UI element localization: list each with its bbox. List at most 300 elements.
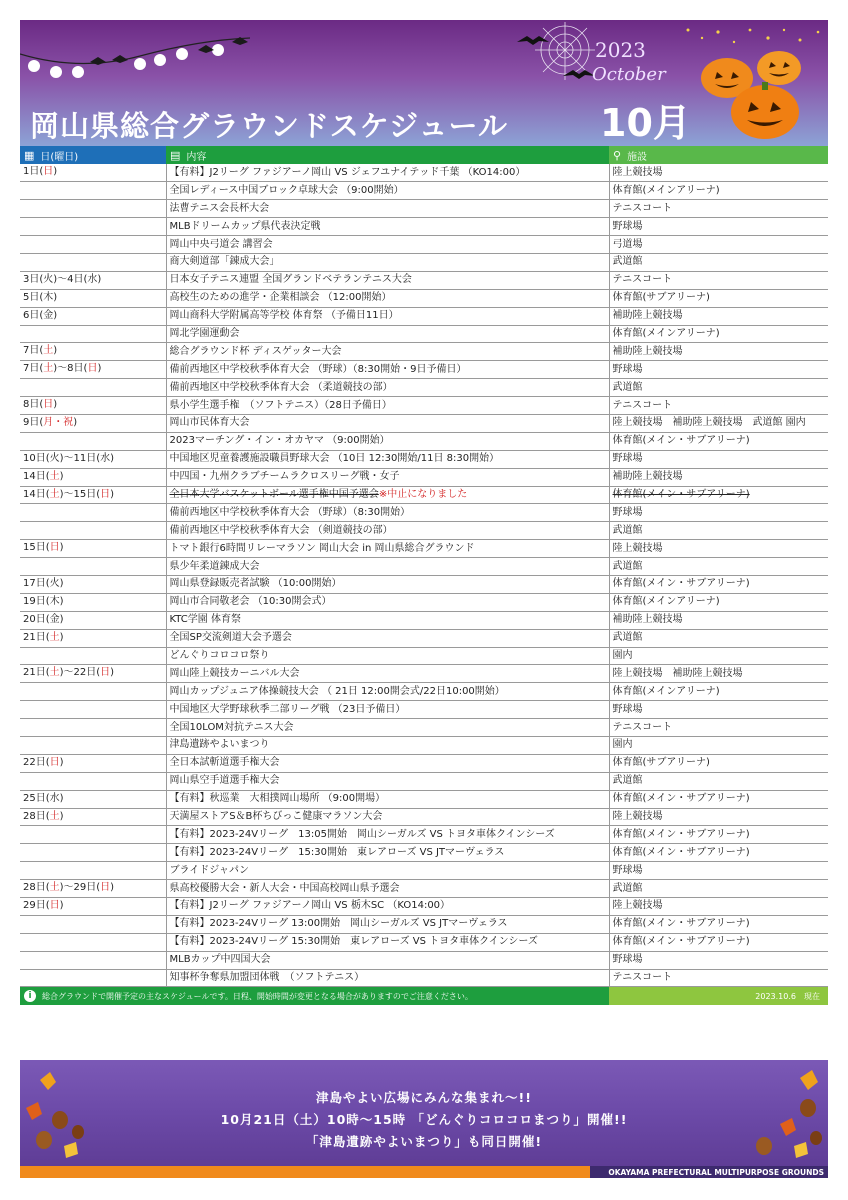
footnote-bar [20,987,828,1005]
footnote-text-area [20,987,609,1005]
event-text: 全国SP交流剣道大会予選会 [169,632,292,644]
date-text: 日 [87,363,98,375]
venue-cell [609,880,828,898]
table-row [20,826,828,844]
event-announcement-banner [20,1060,828,1166]
venue-text: 補助陸上競技場 [612,471,683,483]
date-text: 9日( [23,416,44,428]
date-text: ) [97,363,102,375]
date-cell [20,397,166,415]
date-text: 日 [49,756,60,768]
date-cell [20,611,166,629]
venue-cell [609,575,828,593]
event-cell [166,218,609,236]
event-cell [166,898,609,916]
table-row [20,808,828,826]
event-cell [166,522,609,540]
event-cell [166,808,609,826]
date-text: 10日(火)～11日(水) [23,452,115,464]
table-row [20,307,828,325]
event-text: 全国10LOM対抗テニス大会 [169,721,294,733]
date-text: ) [110,882,115,894]
event-text: どんぐりコロコロ祭り [169,649,270,661]
venue-text: 野球場 [612,506,643,518]
date-cell [20,737,166,755]
event-text: 備前西地区中学校秋季体育大会 （野球）（8:30開始） [169,506,411,518]
event-text: 岡山カップジュニア体操競技大会 （ 21日 12:00開会式/22日10:00開始） [169,685,505,697]
venue-cell [609,611,828,629]
table-row [20,772,828,790]
venue-cell [609,737,828,755]
pumpkin-decoration [695,48,828,146]
event-text: 岡山陸上競技カーニバル大会 [169,667,300,679]
venue-text: 体育館(メイン・サブアリーナ) [612,793,750,805]
event-note: ※中止になりました [378,488,468,500]
table-row [20,898,828,916]
column-header-row [20,146,828,164]
date-text: 土 [49,667,60,679]
date-cell [20,432,166,450]
date-cell [20,289,166,307]
table-row [20,325,828,343]
venue-cell [609,414,828,432]
venue-cell [609,218,828,236]
date-text: 14日( [23,488,50,500]
date-text: )～29日( [59,882,101,894]
table-row [20,361,828,379]
venue-cell [609,379,828,397]
venue-cell [609,522,828,540]
venue-text: 体育館(メイン・サブアリーナ) [612,936,750,948]
venue-cell [609,271,828,289]
event-text: 【有料】2023-24Vリーグ 13:05開始 岡山シーガルズ VS トヨタ車体クインシーズ [169,828,555,840]
table-row [20,719,828,737]
venue-cell [609,325,828,343]
venue-text: 体育館(メイン・サブアリーナ) [612,846,750,858]
venue-text: テニスコート [612,274,673,286]
event-text: 天満屋ストアS＆B杯ちびっこ健康マラソン大会 [169,811,383,822]
event-cell [166,593,609,611]
date-text: 20日(金) [23,613,64,625]
date-cell [20,504,166,522]
event-cell [166,432,609,450]
date-cell [20,772,166,790]
table-row [20,915,828,933]
year-label: 2023 [595,38,646,62]
event-text: 中国地区大学野球秋季二部リーグ戦 （23日予備日） [169,703,406,715]
venue-cell [609,754,828,772]
event-cell [166,540,609,558]
venue-cell [609,862,828,880]
venue-cell [609,164,828,182]
date-text: ) [59,810,64,822]
venue-cell [609,844,828,862]
schedule-table [20,164,828,987]
venue-text: 野球場 [612,453,643,465]
event-text: 全日本大学バスケットボール選手権中国予選会 [169,488,379,500]
footnote-text: 総合グラウンドで開催予定の主なスケジュールです。日程、開始時間が変更となる場合がありますのでご注意ください。 [42,991,473,1001]
date-text: ) [53,345,58,357]
venue-text: 体育館(メイン・サブアリーナ) [612,488,750,500]
event-text: 岡山中央弓道会 講習会 [169,238,273,250]
event-cell [166,307,609,325]
event-text: 中国地区児童養護施設職員野球大会 （10日 12:30開始/11日 8:30開始） [169,453,500,465]
date-cell [20,719,166,737]
table-row [20,862,828,880]
date-text: 5日(木) [23,291,58,303]
venue-text: 野球場 [612,363,643,375]
date-cell [20,271,166,289]
venue-cell [609,182,828,200]
event-text: ブライドジャパン [169,864,249,876]
date-cell [20,540,166,558]
venue-cell [609,486,828,504]
event-cell [166,575,609,593]
venue-text: 野球場 [612,220,643,232]
date-text: 17日(火) [23,577,64,589]
venue-text: テニスコート [612,721,673,733]
date-cell [20,683,166,701]
date-text: 日 [100,667,111,679]
event-cell [166,915,609,933]
event-text: 商大剣道部「錬成大会」 [169,256,280,268]
venue-text: 体育館(メインアリーナ) [612,327,720,339]
date-cell [20,754,166,772]
event-text: 中四国・九州クラブチームラクロスリーグ戦・女子 [169,471,400,483]
date-cell [20,200,166,218]
table-row [20,450,828,468]
date-text: )～8日( [53,363,88,375]
date-cell [20,164,166,182]
event-text: 全国レディース中国ブロック卓球大会 （9:00開始） [169,184,404,196]
date-cell [20,898,166,916]
event-text: 【有料】J2リーグ ファジアーノ岡山 VS 栃木SC （KO14:00） [169,900,451,912]
event-text: 岡山市民体育大会 [169,417,250,429]
event-text: 県少年柔道錬成大会 [169,560,260,572]
event-text: 【有料】2023-24Vリーグ 13:00開始 岡山シーガルズ VS JTマーヴェラス [169,918,508,930]
month-english-label: October [592,64,666,85]
page-title: 岡山県総合グラウンドスケジュール [30,109,508,143]
event-cell [166,504,609,522]
venue-cell [609,933,828,951]
event-cell [166,271,609,289]
event-cell [166,701,609,719]
table-row [20,271,828,289]
venue-text: 武道館 [612,632,643,644]
venue-text: テニスコート [612,399,673,411]
table-row [20,504,828,522]
event-text: MLBカップ中四国大会 [169,954,271,966]
date-cell [20,218,166,236]
event-cell [166,719,609,737]
table-row [20,253,828,271]
date-text: 3日(火)～4日(水) [23,273,102,285]
date-text: 月・祝 [43,416,74,428]
date-text: 1日( [23,166,44,177]
date-text: 土 [43,345,54,357]
header-banner [20,20,828,146]
event-text: 備前西地区中学校秋季体育大会 （剣道競技の部） [169,524,393,536]
venue-column-label: 施設 [627,151,648,163]
date-cell [20,862,166,880]
info-icon: i [24,990,36,1002]
event-cell [166,969,609,987]
date-cell [20,665,166,683]
event-cell [166,790,609,808]
table-row [20,951,828,969]
event-cell [166,844,609,862]
event-column-header [166,146,609,164]
banner-line-2: 10月21日（土）10時～15時 「どんぐりコロコロまつり」開催!! [220,1112,628,1127]
date-text: 7日( [23,363,44,375]
date-text: 土 [49,488,60,500]
table-row [20,164,828,182]
event-cell [166,182,609,200]
banner-line-1: 津島やよい広場にみんな集まれ～!! [316,1090,532,1105]
table-row [20,343,828,361]
date-text: 土 [49,470,60,482]
date-cell [20,701,166,719]
date-cell [20,844,166,862]
venue-text: 体育館(サブアリーナ) [612,757,710,769]
event-text: 岡山県登録販売者試験 （10:00開始） [169,578,342,590]
venue-cell [609,951,828,969]
date-cell [20,969,166,987]
event-cell [166,737,609,755]
date-cell [20,325,166,343]
venue-text: 体育館(メインアリーナ) [612,184,720,196]
event-text: 日本女子テニス連盟 全国グランドベテランテニス大会 [169,274,412,286]
venue-text: 体育館(メインアリーナ) [612,596,720,608]
venue-column-header [609,146,828,164]
date-cell [20,826,166,844]
date-text: 6日(金) [23,309,58,321]
venue-text: 体育館(メイン・サブアリーナ) [612,828,750,840]
date-text: ) [59,900,64,912]
date-text: 21日( [23,631,50,643]
table-row [20,701,828,719]
event-text: 全日本試斬道選手権大会 [169,757,280,769]
venue-cell [609,558,828,576]
venue-cell [609,665,828,683]
date-cell [20,951,166,969]
event-cell [166,486,609,504]
date-cell [20,933,166,951]
venue-cell [609,790,828,808]
event-cell [166,450,609,468]
venue-cell [609,397,828,415]
venue-text: 野球場 [612,954,643,966]
date-cell [20,450,166,468]
table-row [20,522,828,540]
event-cell [166,951,609,969]
footer-bar [20,1166,828,1178]
date-cell [20,880,166,898]
table-row [20,236,828,254]
venue-cell [609,307,828,325]
date-cell [20,575,166,593]
date-text: 14日( [23,470,50,482]
footer-brand: OKAYAMA PREFECTURAL MULTIPURPOSE GROUNDS [590,1166,828,1178]
event-text: 高校生のための進学・企業相談会 （12:00開始） [169,292,392,304]
table-row [20,575,828,593]
event-text: 法曹テニス会長杯大会 [169,202,270,214]
event-text: 岡北学園運動会 [169,327,240,339]
table-row [20,289,828,307]
schedule-page [20,20,828,1005]
venue-text: 弓道場 [612,238,643,250]
venue-text: 補助陸上競技場 [612,614,683,626]
date-text: 29日( [23,900,50,912]
table-row [20,665,828,683]
date-cell [20,647,166,665]
stars-decoration [680,24,828,50]
event-column-label: 内容 [186,151,207,163]
footer-orange-strip [20,1166,590,1178]
date-text: 日 [49,900,60,912]
table-row [20,182,828,200]
venue-text: 体育館(メイン・サブアリーナ) [612,435,750,447]
table-row [20,933,828,951]
venue-text: 野球場 [612,703,643,715]
event-cell [166,665,609,683]
table-row [20,969,828,987]
date-text: ) [59,631,64,643]
table-row [20,593,828,611]
date-column-header [20,146,166,164]
table-row [20,432,828,450]
venue-cell [609,450,828,468]
event-cell [166,325,609,343]
table-row [20,880,828,898]
venue-cell [609,236,828,254]
table-row [20,200,828,218]
date-text: 8日( [23,399,44,411]
month-title: 10月 [600,101,691,145]
event-cell [166,683,609,701]
date-text: 日 [100,488,111,500]
date-cell [20,414,166,432]
table-row [20,754,828,772]
date-text: 21日( [23,667,50,679]
venue-cell [609,200,828,218]
venue-cell [609,468,828,486]
event-text: 【有料】2023-24Vリーグ 15:30開始 東レアローズ VS トヨタ車体クインシーズ [169,936,538,948]
date-text: )～22日( [59,667,101,679]
venue-text: 園内 [612,649,633,661]
venue-text: 武道館 [612,775,643,787]
event-cell [166,200,609,218]
date-cell [20,558,166,576]
event-cell [166,558,609,576]
banner-line-3: 「津島遺跡やよいまつり」も同日開催! [305,1134,543,1149]
date-text: 土 [49,882,60,894]
venue-text: 陸上競技場 補助陸上競技場 [612,667,743,679]
table-row [20,647,828,665]
date-text: ) [59,542,64,554]
date-text: 土 [49,810,60,822]
event-cell [166,343,609,361]
event-cell [166,414,609,432]
date-text: ) [73,416,78,428]
venue-cell [609,808,828,826]
event-cell [166,647,609,665]
venue-text: 陸上競技場 補助陸上競技場 武道館 園内 [612,417,806,429]
date-cell [20,236,166,254]
event-text: 【有料】2023-24Vリーグ 15:30開始 東レアローズ VS JTマーヴェラス [169,846,505,858]
event-cell [166,164,609,182]
date-column-label: 日(曜日) [40,151,79,163]
event-text: KTC学園 体育祭 [169,614,241,626]
event-text: 【有料】秋巡業 大相撲岡山場所 （9:00開場） [169,793,386,805]
date-cell [20,307,166,325]
table-row [20,611,828,629]
date-cell [20,343,166,361]
event-text: 岡山県空手道選手権大会 [169,775,280,787]
event-cell [166,289,609,307]
date-cell [20,379,166,397]
event-text: 県高校優勝大会・新人大会・中国高校岡山県予選会 [169,882,400,894]
venue-text: 体育館(メインアリーナ) [612,685,720,697]
location-pin-icon: ⚲ [613,148,622,162]
venue-text: テニスコート [612,972,673,984]
venue-cell [609,915,828,933]
venue-text: 補助陸上競技場 [612,310,683,322]
date-cell [20,182,166,200]
date-cell [20,790,166,808]
updated-date: 2023.10.6 現在 [609,987,828,1005]
event-text: 備前西地区中学校秋季体育大会 （柔道競技の部） [169,381,393,393]
event-cell [166,629,609,647]
table-row [20,844,828,862]
table-row [20,790,828,808]
table-row [20,540,828,558]
date-cell [20,629,166,647]
date-text: 25日(水) [23,792,64,804]
event-cell [166,880,609,898]
venue-text: 武道館 [612,560,643,572]
venue-text: 武道館 [612,381,643,393]
table-row [20,737,828,755]
venue-text: 補助陸上競技場 [612,345,683,357]
venue-cell [609,719,828,737]
event-cell [166,754,609,772]
venue-cell [609,593,828,611]
venue-cell [609,629,828,647]
event-text: 県小学生選手権 （ソフトテニス）（28日予備日） [169,399,392,411]
venue-text: 陸上競技場 [612,166,663,178]
event-cell [166,236,609,254]
event-text: 備前西地区中学校秋季体育大会 （野球）（8:30開始・9日予備日） [169,363,467,375]
event-cell [166,379,609,397]
venue-cell [609,253,828,271]
date-text: )～15日( [59,488,101,500]
venue-text: テニスコート [612,202,673,214]
event-text: 岡山商科大学附属高等学校 体育祭 （予備日11日） [169,310,399,322]
venue-cell [609,898,828,916]
date-text: 土 [49,631,60,643]
venue-text: 武道館 [612,524,643,536]
table-row [20,486,828,504]
date-text: 22日( [23,756,50,768]
date-text: 28日( [23,810,50,822]
venue-cell [609,683,828,701]
date-cell [20,468,166,486]
date-text: ) [110,667,115,679]
event-text: 【有料】J2リーグ ファジアーノ岡山 VS ジェフユナイテッド千葉 （KO14:00） [169,166,526,178]
date-cell [20,486,166,504]
table-row [20,379,828,397]
